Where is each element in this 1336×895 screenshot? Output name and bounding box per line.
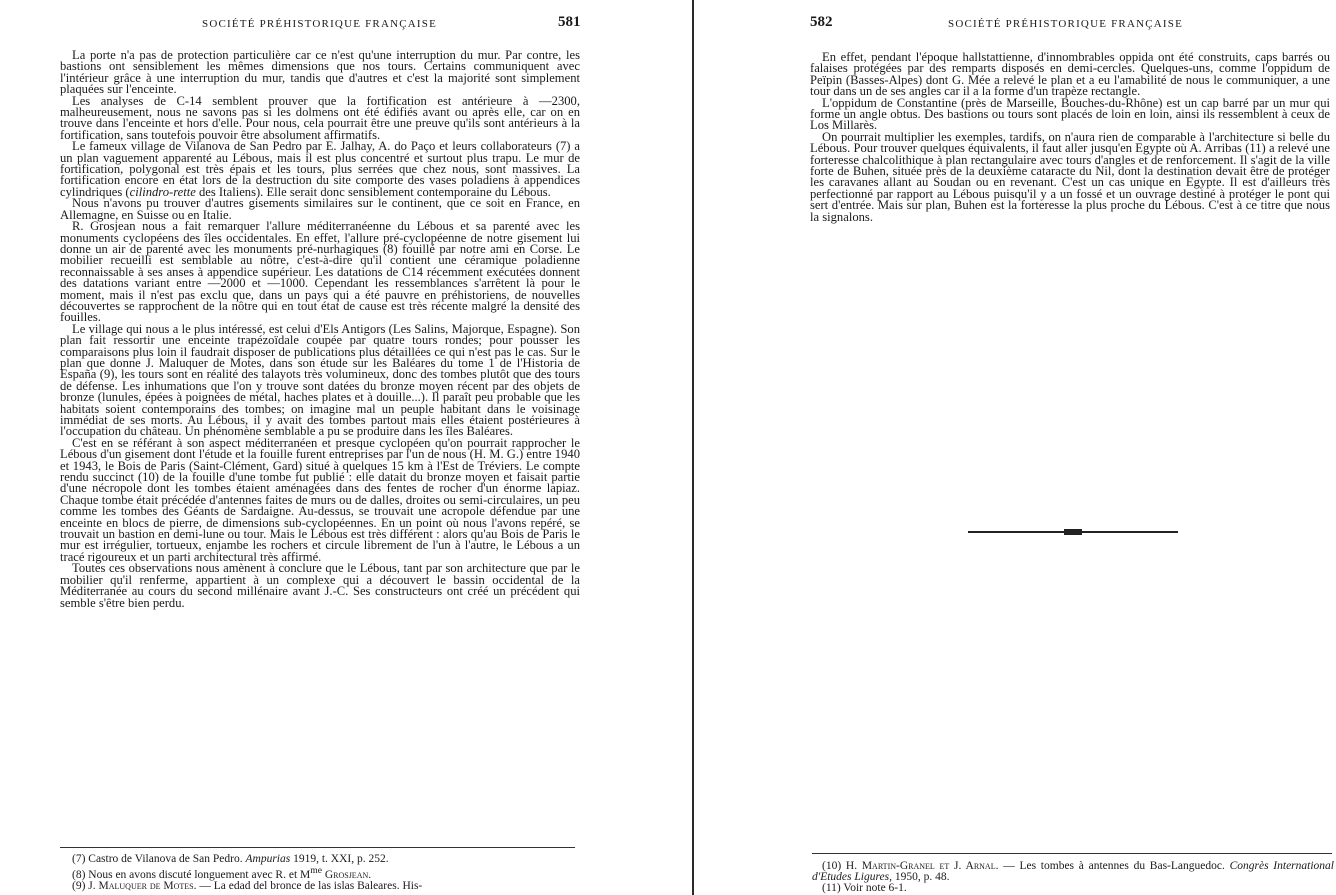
footnote-text: — Les tombes à antennes du Bas-Languedoc. [998,860,1230,872]
section-end-ornament [968,524,1178,540]
footnote-8 [62,865,577,881]
footnote-text: (9) J. [72,879,99,892]
paragraph: En effet, pendant l'époque hallstattienne, d'innombrables oppida ont été construits, caps barrés ou falaises protégées par des remparts disposés en demi-cercles. Quelques-uns, comme l'oppidum de Peïpin (Basses-Alpes) dont G. Mée a relevé le plan et a eu l'amabilité de nous le communiquer, a une tour dans un de ses angles car il a la forme d'un trapèze rectangle. [810,50,1330,99]
paragraph: L'oppidum de Constantine (près de Marseille, Bouches-du-Rhône) est un cap barré par un mur qui forme un angle obtus. Des bastions ou tours sont placés de loin en loin, ainsi ils ressemblent à ceux de Los Millarès. [810,95,1330,133]
footnote-11: (11) Voir note 6-1. [822,882,907,894]
paragraph: Nous n'avons pu trouver d'autres gisements similaires sur le continent, que ce soit en France, en Allemagne, en Suisse ou en Italie. [60,196,580,222]
paragraph [60,141,580,198]
footnote-10 [812,861,1334,883]
paragraph: R. Grosjean nous a fait remarquer l'allure méditerranéenne du Lébous et sa parenté avec les monuments cyclopéens des îles occidentales. En effet, l'allure pré-cyclopéenne de notre gisement lui donne un air de parenté avec les monuments pré-nurhagiques (8) fouillé par notre ami en Corse. Le mobilier recueilli est semblable au nôtre, c'est-à-dire qu'il contient une céramique poladienne reconnaissable à ses anses à appendice supérieur. Les datations de C14 récemment exécutées donnent des datations variant entre —2000 et —1000. Cependant les ressemblances s'arrêtent là pour le moment, mais il n'est pas exclu que, dans un pays qui a été pauvre en préhistoriens, de nouvelles découvertes se rapprochent de la nôtre qui en tout état de cause est très récente malgré la densité des fouilles. [60,219,580,325]
footnote-9 [62,881,577,892]
paragraph-text: des Italiens). Elle serait donc sensiblement contemporaine du Lébous. [195,184,551,199]
paragraph-text: Le fameux village de Vilanova de San Pedro par E. Jalhay, A. do Paço et leurs collaborateurs (7) a un plan vaguement apparenté au Lébous, mais il est plus concentré et surtout plus trapu. Le mur de fortification, polygonal est très épais et les tours, plus serrées que chez nous, sont massives. La fortification encore en état lors de la destruction du site comporte des vases poladiens à appendices cylindriques ( [60,139,580,199]
footnote-7 [62,854,577,865]
gutter-divider [692,0,694,895]
footnote-rule [60,847,575,848]
footnote-smallcaps: Grosjean. [321,868,372,881]
footnote-superscript: me [310,865,322,876]
paragraph: La porte n'a pas de protection particulière car ce n'est qu'une interruption du mur. Par contre, les bastions ont sensiblement les mêmes dimensions que nos tours. Certains communiquent avec l'intérieur grâce à une interruption du mur, tandis que d'autres et c'est la majorité sont simplement plaquées sur l'enceinte. [60,48,580,97]
footnotes [62,854,577,892]
right-page [705,0,1336,895]
running-head [60,14,580,34]
page-number: 582 [810,14,833,30]
page-number: 581 [558,14,581,30]
paragraph: C'est en se référant à son aspect méditerranéen et presque cyclopéen qu'on pourrait rapprocher le Lébous d'un gisement dont l'étude et la fouille furent entreprises par l'un de nous (H. M. G.) entre 1940 et 1943, le Bois de Paris (Saint-Clément, Gard) situé à quelques 15 km à l'Est de Tréviers. Le compte rendu succinct (10) de la fouille d'une tombe fut publié : elle datait du bronze moyen et faisait partie d'une nécropole dont les tombes étaient aménagées dans des fentes de rocher d'un énorme lapiaz. Chaque tombe était précédée d'antennes faites de murs ou de dalles, droites ou semi-circulaires, un peu comme les tombes des Géants de Sardaigne. Au-dessus, se trouvait une acropole défendue par une enceinte en blocs de pierre, de dimensions sub-cyclopéennes. En un point où nous l'avons repéré, se trouvait un bastion en demi-lune ou tour. Mais le Lébous est très différent : alors qu'au Bois de Paris le mur est irrégulier, tortueux, enjambe les rochers et circule librement de l'un à l'autre, le Lébous a un tracé rigoureux et un parti architectural très affirmé. [60,435,580,564]
italic-term: cilindro-rette [129,184,196,199]
footnote-text: 1919, t. XXI, p. 252. [290,853,389,865]
footnote-text: (10) H. [822,860,862,872]
footnote-text: (8) Nous en avons discuté longuement avec R. et M [72,868,311,881]
body-text [810,52,1330,223]
footnote-italic: Ampurias [245,853,291,865]
paragraph: Les analyses de C-14 semblent prouver que la fortification est antérieure à —2300, malheureusement, nous ne savons pas si les dolmens ont été édifiés avant ou après elle, car on en trouve dans l'enceinte et hors d'elle. Pour nous, cela pourrait être une preuve qu'ils sont antérieurs à la fortification, sans toutefois pouvoir être absolument affirmatifs. [60,93,580,142]
footnote-text: 1950, p. 48. [891,871,950,883]
paragraph: On pourrait multiplier les exemples, tardifs, on n'aura rien de comparable à l'architecture si belle du Lébous. Pour trouver quelques équivalents, il faut aller jusqu'en Egypte où A. Arribas (11) a relevé une forteresse chalcolithique à plan rectangulaire avec tours d'angles et de renforcement. Il s'agit de la ville forte de Buhen, située près de la deuxième cataracte du Nil, dont la destination devait être de protéger les caravanes allant au Soudan ou en revenant. C'est un cas unique en Egypte. Il est d'ailleurs très perfectionné par rapport au Lébous puisqu'il y a un fossé et un ouvrage destiné à protéger le pont qui sert d'entrée. Mais sur plan, Buhen est la forteresse la plus proche du Lébous. C'est à ce titre que nous la signalons. [810,129,1330,224]
footnote-smallcaps: Maluquer de Motes. [98,879,197,892]
footnote-smallcaps: Martin-Granel et J. Arnal. [861,860,999,872]
running-title: SOCIÉTÉ PRÉHISTORIQUE FRANÇAISE [202,18,438,30]
footnotes [812,861,1334,894]
running-head [810,14,1330,34]
paragraph: Le village qui nous a le plus intéressé, est celui d'Els Antigors (Les Salins, Majorque, Espagne). Son plan fait ressortir une enceinte trapézoïdale coupée par quatre tours rondes; pour pousser les comparaisons plus loin il faudrait disposer de publications plus détaillées ce qui n'est pas le cas. Sur le plan que donne J. Maluquer de Motes, dans son étude sur les Baléares du tome 1 de l'Historia de España (9), les tours sont en réalité des talayots très volumineux, donc des tombes plutôt que des tours de défense. Les inhumations que l'on y trouve sont datées du bronze moyen récent par des objets de bronze (lunules, épées à poignées de métal, haches plates et à douille...). Il paraît peu probable que les habitats soient contemporains des tombes; on imagine mal un peuple habitant dans le voisinage immédiat de ses morts. Au Lébous, il y avait des tombes partout mais elles étaient postérieures à l'occupation du château. Un phénomène semblable a pu se produire dans les îles Baléares. [60,321,580,439]
footnote-italic: Congrès International d'Etudes Ligures, [812,860,1334,883]
footnote-rule [812,853,1332,854]
footnote-text: — La edad del bronce de las islas Baleares. His- [196,879,423,892]
body-text [60,50,580,609]
paragraph: Toutes ces observations nous amènent à conclure que le Lébous, tant par son architecture que par le mobilier qu'il renferme, appartient à un complexe qui a découvert le bassin occidental de la Méditerranée au cours du second millénaire avant J.-C. Ses constructeurs ont créé un précédent qui semble s'être bien perdu. [60,561,580,610]
footnote-text: (7) Castro de Vilanova de San Pedro. [72,853,246,865]
running-title: SOCIÉTÉ PRÉHISTORIQUE FRANÇAISE [948,18,1184,30]
ornament-mark [1064,529,1082,535]
